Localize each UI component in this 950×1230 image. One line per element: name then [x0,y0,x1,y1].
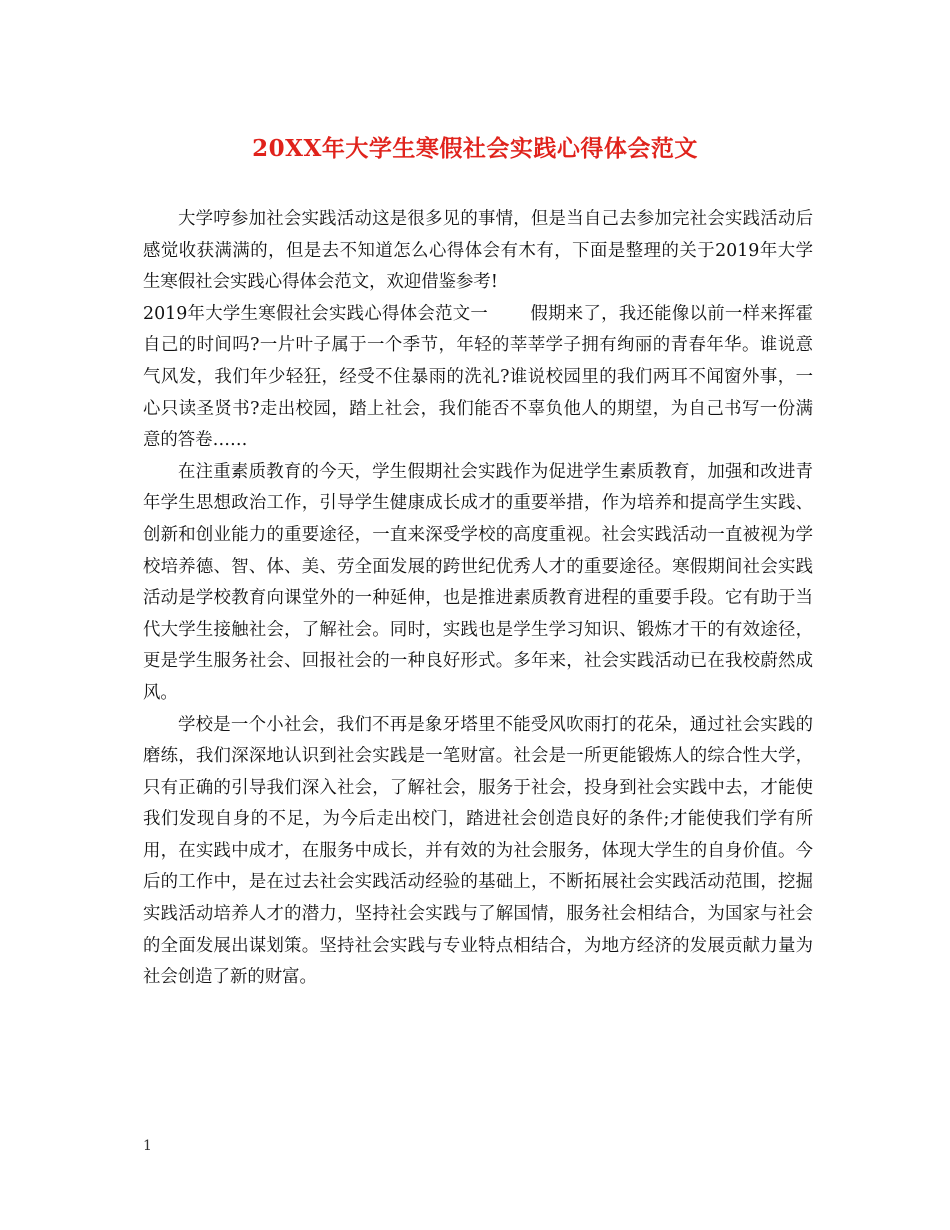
section-heading: 2019年大学生寒假社会实践心得体会范文一 [143,303,489,324]
paragraph-3: 学校是一个小社会，我们不再是象牙塔里不能受风吹雨打的花朵，通过社会实践的磨练，我们深深地认识到社会实践是一笔财富。社会是一所更能锻炼人的综合性大学，只有正确的引导我们深入社会，了解社会，服务于社会，投身到社会实践中去，才能使我们发现自身的不足，为今后走出校门，踏进社会创造良好的条件;才能使我们学有所用，在实践中成才，在服务中成长，并有效的为社会服务，体现大学生的自身价值。今后的工作中，是在过去社会实践活动经验的基础上，不断拓展社会实践活动范围，挖掘实践活动培养人才的潜力，坚持社会实践与了解国情，服务社会相结合，为国家与社会的全面发展出谋划策。坚持社会实践与专业特点相结合，为地方经济的发展贡献力量为社会创造了新的财富。 [143,714,813,988]
paragraph-2: 在注重素质教育的今天，学生假期社会实践作为促进学生素质教育，加强和改进青年学生思想政治工作，引导学生健康成长成才的重要举措，作为培养和提高学生实践、创新和创业能力的重要途径，一直来深受学校的高度重视。社会实践活动一直被视为学校培养德、智、体、美、劳全面发展的跨世纪优秀人才的重要途径。寒假期间社会实践活动是学校教育向课堂外的一种延伸，也是推进素质教育进程的重要手段。它有助于当代大学生接触社会，了解社会。同时，实践也是学生学习知识、锻炼才干的有效途径，更是学生服务社会、回报社会的一种良好形式。多年来，社会实践活动已在我校蔚然成风。 [143,461,813,703]
page-number: 1 [143,1138,152,1154]
document-body [143,204,813,994]
section-first-text: 假期来了，我还能像以前一样来挥霍自己的时间吗?一片叶子属于一个季节，年轻的莘莘学子拥有绚丽的青春年华。谁说意气风发，我们年少轻狂，经受不住暴雨的洗礼?谁说校园里的我们两耳不闻窗外事，一心只读圣贤书?走出校园，踏上社会，我们能否不辜负他人的期望，为自己书写一份满意的答卷…… [143,303,813,451]
document-title: 20XX年大学生寒假社会实践心得体会范文 [252,135,698,162]
section-one-paragraph [143,299,813,457]
intro-paragraph: 大学哼参加社会实践活动这是很多见的事情，但是当自己去参加完社会实践活动后感觉收获满满的，但是去不知道怎么心得体会有木有，下面是整理的关于2019年大学生寒假社会实践心得体会范文，欢迎借鉴参考! [143,209,813,293]
